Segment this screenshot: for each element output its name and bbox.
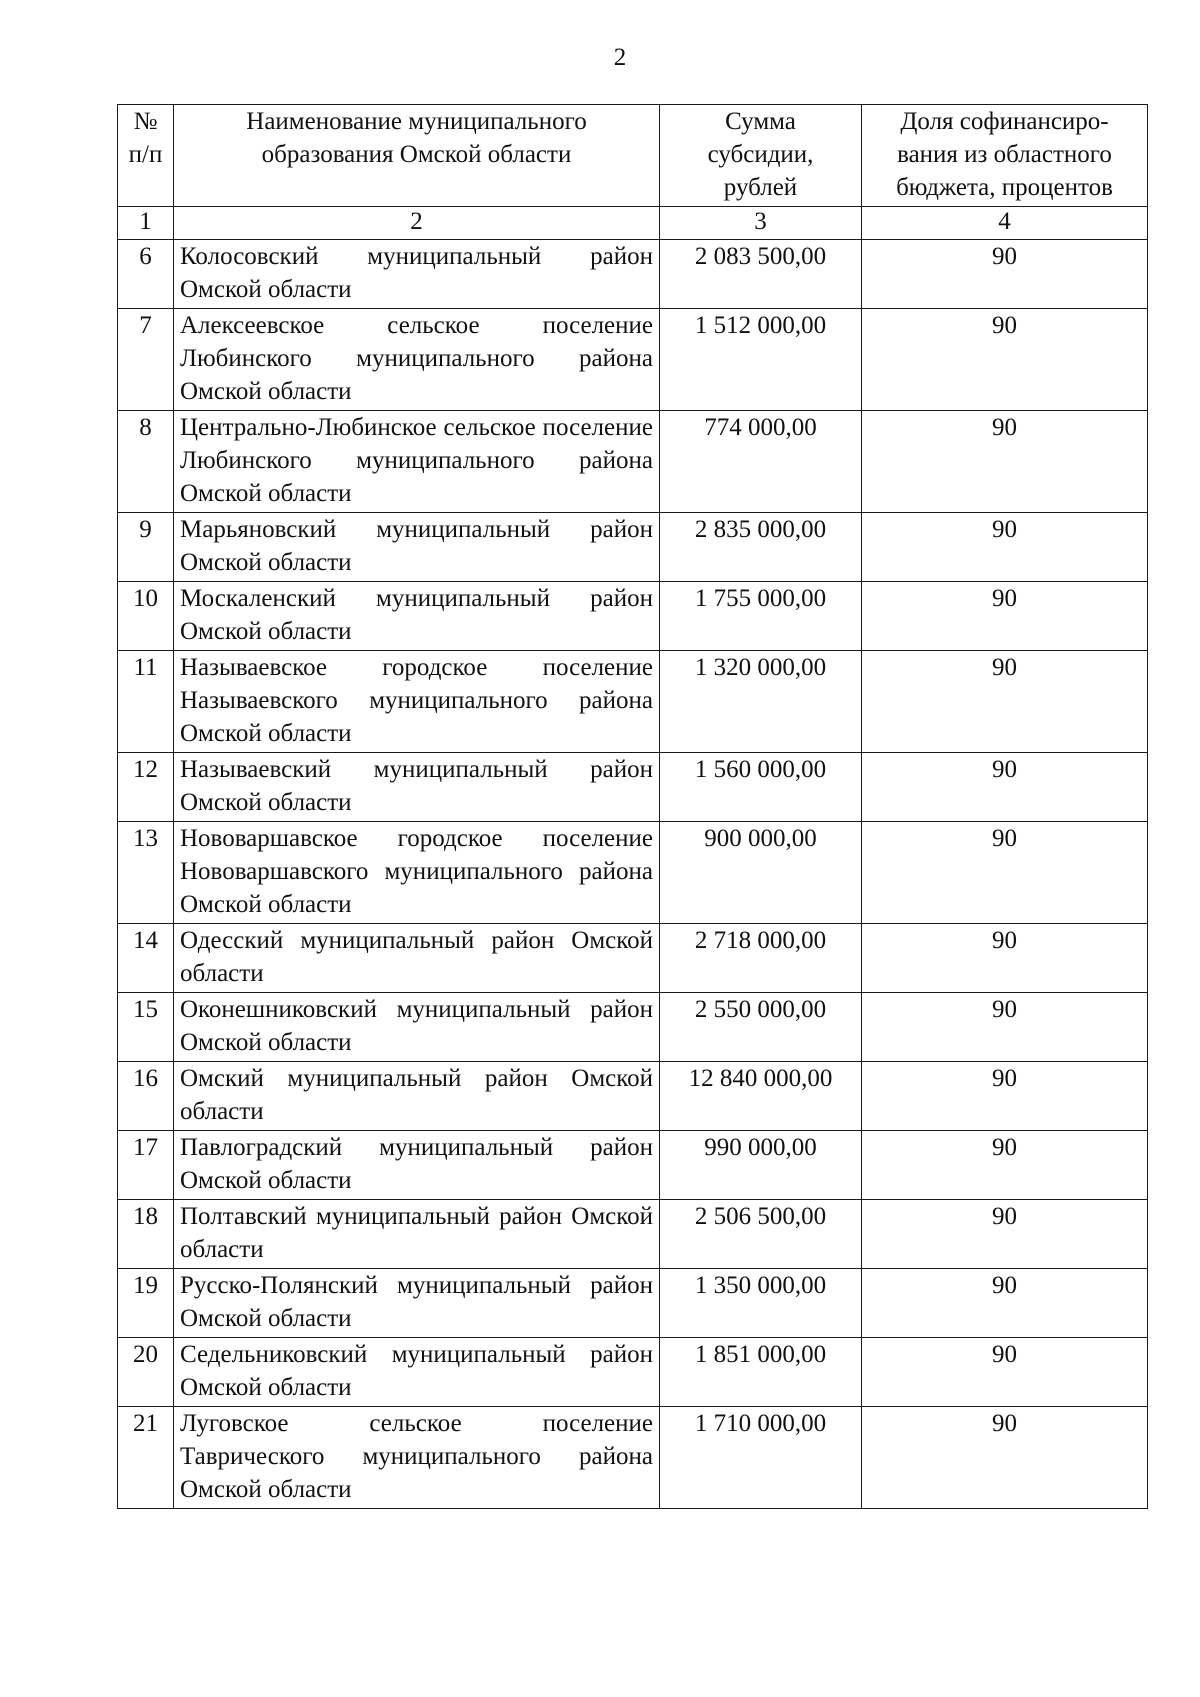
column-number-row <box>118 207 1148 240</box>
subsidy-amount: 774 000,00 <box>660 411 862 513</box>
header-cell-sum <box>660 105 862 207</box>
cofinancing-share: 90 <box>862 1338 1148 1407</box>
municipality-name: Оконешниковский муниципальный район Омской области <box>174 993 660 1062</box>
cofinancing-share: 90 <box>862 1407 1148 1509</box>
table-row <box>118 582 1148 651</box>
header-share-label: Доля софинансиро- вания из областного бюджета, процентов <box>896 108 1113 201</box>
municipality-name: Москаленский муниципальный район Омской области <box>174 582 660 651</box>
municipality-name: Седельниковский муниципальный район Омской области <box>174 1338 660 1407</box>
row-number: 18 <box>118 1200 174 1269</box>
header-sum-label: Сумма субсидии, рублей <box>707 108 814 201</box>
row-number: 14 <box>118 924 174 993</box>
cofinancing-share: 90 <box>862 1269 1148 1338</box>
municipality-name: Русско-Полянский муниципальный район Омской области <box>174 1269 660 1338</box>
row-number: 12 <box>118 753 174 822</box>
table-row <box>118 924 1148 993</box>
subsidy-amount: 1 350 000,00 <box>660 1269 862 1338</box>
cofinancing-share: 90 <box>862 924 1148 993</box>
subsidy-amount: 12 840 000,00 <box>660 1062 862 1131</box>
table-row <box>118 1338 1148 1407</box>
subsidy-amount: 2 718 000,00 <box>660 924 862 993</box>
subsidy-amount: 2 506 500,00 <box>660 1200 862 1269</box>
row-number: 17 <box>118 1131 174 1200</box>
row-number: 19 <box>118 1269 174 1338</box>
column-number-cell: 4 <box>862 207 1148 240</box>
cofinancing-share: 90 <box>862 411 1148 513</box>
row-number: 11 <box>118 651 174 753</box>
subsidy-amount: 2 550 000,00 <box>660 993 862 1062</box>
table-row <box>118 1131 1148 1200</box>
municipality-name: Центрально-Любинское сельское поселение Любинского муниципального района Омской области <box>174 411 660 513</box>
row-number: 16 <box>118 1062 174 1131</box>
table-row <box>118 993 1148 1062</box>
header-row <box>118 105 1148 207</box>
subsidy-amount: 1 851 000,00 <box>660 1338 862 1407</box>
table-row <box>118 1407 1148 1509</box>
subsidy-amount: 900 000,00 <box>660 822 862 924</box>
row-number: 10 <box>118 582 174 651</box>
municipality-name: Одесский муниципальный район Омской области <box>174 924 660 993</box>
subsidy-amount: 1 320 000,00 <box>660 651 862 753</box>
table-row <box>118 753 1148 822</box>
table-row <box>118 411 1148 513</box>
municipality-name: Полтавский муниципальный район Омской области <box>174 1200 660 1269</box>
table-row <box>118 1200 1148 1269</box>
row-number: 6 <box>118 240 174 309</box>
subsidy-amount: 1 560 000,00 <box>660 753 862 822</box>
cofinancing-share: 90 <box>862 513 1148 582</box>
row-number: 8 <box>118 411 174 513</box>
table-row <box>118 1062 1148 1131</box>
table-body <box>118 240 1148 1509</box>
row-number: 13 <box>118 822 174 924</box>
column-number-cell: 3 <box>660 207 862 240</box>
cofinancing-share: 90 <box>862 582 1148 651</box>
table-row <box>118 309 1148 411</box>
municipality-name: Алексеевское сельское поселение Любинского муниципального района Омской области <box>174 309 660 411</box>
cofinancing-share: 90 <box>862 240 1148 309</box>
header-cell-share <box>862 105 1148 207</box>
row-number: 20 <box>118 1338 174 1407</box>
municipality-name: Нововаршавское городское поселение Нововаршавского муниципального района Омской области <box>174 822 660 924</box>
header-number-label: № п/п <box>128 108 163 168</box>
cofinancing-share: 90 <box>862 309 1148 411</box>
header-cell-number <box>118 105 174 207</box>
cofinancing-share: 90 <box>862 822 1148 924</box>
row-number: 9 <box>118 513 174 582</box>
cofinancing-share: 90 <box>862 1131 1148 1200</box>
header-name-label: Наименование муниципального образования Омской области <box>246 108 587 168</box>
row-number: 15 <box>118 993 174 1062</box>
column-number-cell: 1 <box>118 207 174 240</box>
municipality-name: Омский муниципальный район Омской области <box>174 1062 660 1131</box>
column-number-cell: 2 <box>174 207 660 240</box>
cofinancing-share: 90 <box>862 651 1148 753</box>
subsidy-amount: 2 083 500,00 <box>660 240 862 309</box>
table-row <box>118 822 1148 924</box>
municipality-name: Называевский муниципальный район Омской области <box>174 753 660 822</box>
municipality-name: Марьяновский муниципальный район Омской области <box>174 513 660 582</box>
table-row <box>118 1269 1148 1338</box>
municipality-name: Называевское городское поселение Называевского муниципального района Омской области <box>174 651 660 753</box>
municipality-name: Колосовский муниципальный район Омской области <box>174 240 660 309</box>
cofinancing-share: 90 <box>862 993 1148 1062</box>
subsidy-amount: 1 755 000,00 <box>660 582 862 651</box>
row-number: 7 <box>118 309 174 411</box>
cofinancing-share: 90 <box>862 1062 1148 1131</box>
municipality-name: Луговское сельское поселение Таврического муниципального района Омской области <box>174 1407 660 1509</box>
table-row <box>118 513 1148 582</box>
row-number: 21 <box>118 1407 174 1509</box>
subsidy-amount: 990 000,00 <box>660 1131 862 1200</box>
page-number: 2 <box>613 44 627 71</box>
table-row <box>118 651 1148 753</box>
municipality-name: Павлоградский муниципальный район Омской области <box>174 1131 660 1200</box>
table-row <box>118 240 1148 309</box>
cofinancing-share: 90 <box>862 753 1148 822</box>
subsidy-table <box>117 104 1148 1509</box>
subsidy-amount: 1 710 000,00 <box>660 1407 862 1509</box>
subsidy-amount: 1 512 000,00 <box>660 309 862 411</box>
header-cell-name <box>174 105 660 207</box>
cofinancing-share: 90 <box>862 1200 1148 1269</box>
subsidy-amount: 2 835 000,00 <box>660 513 862 582</box>
